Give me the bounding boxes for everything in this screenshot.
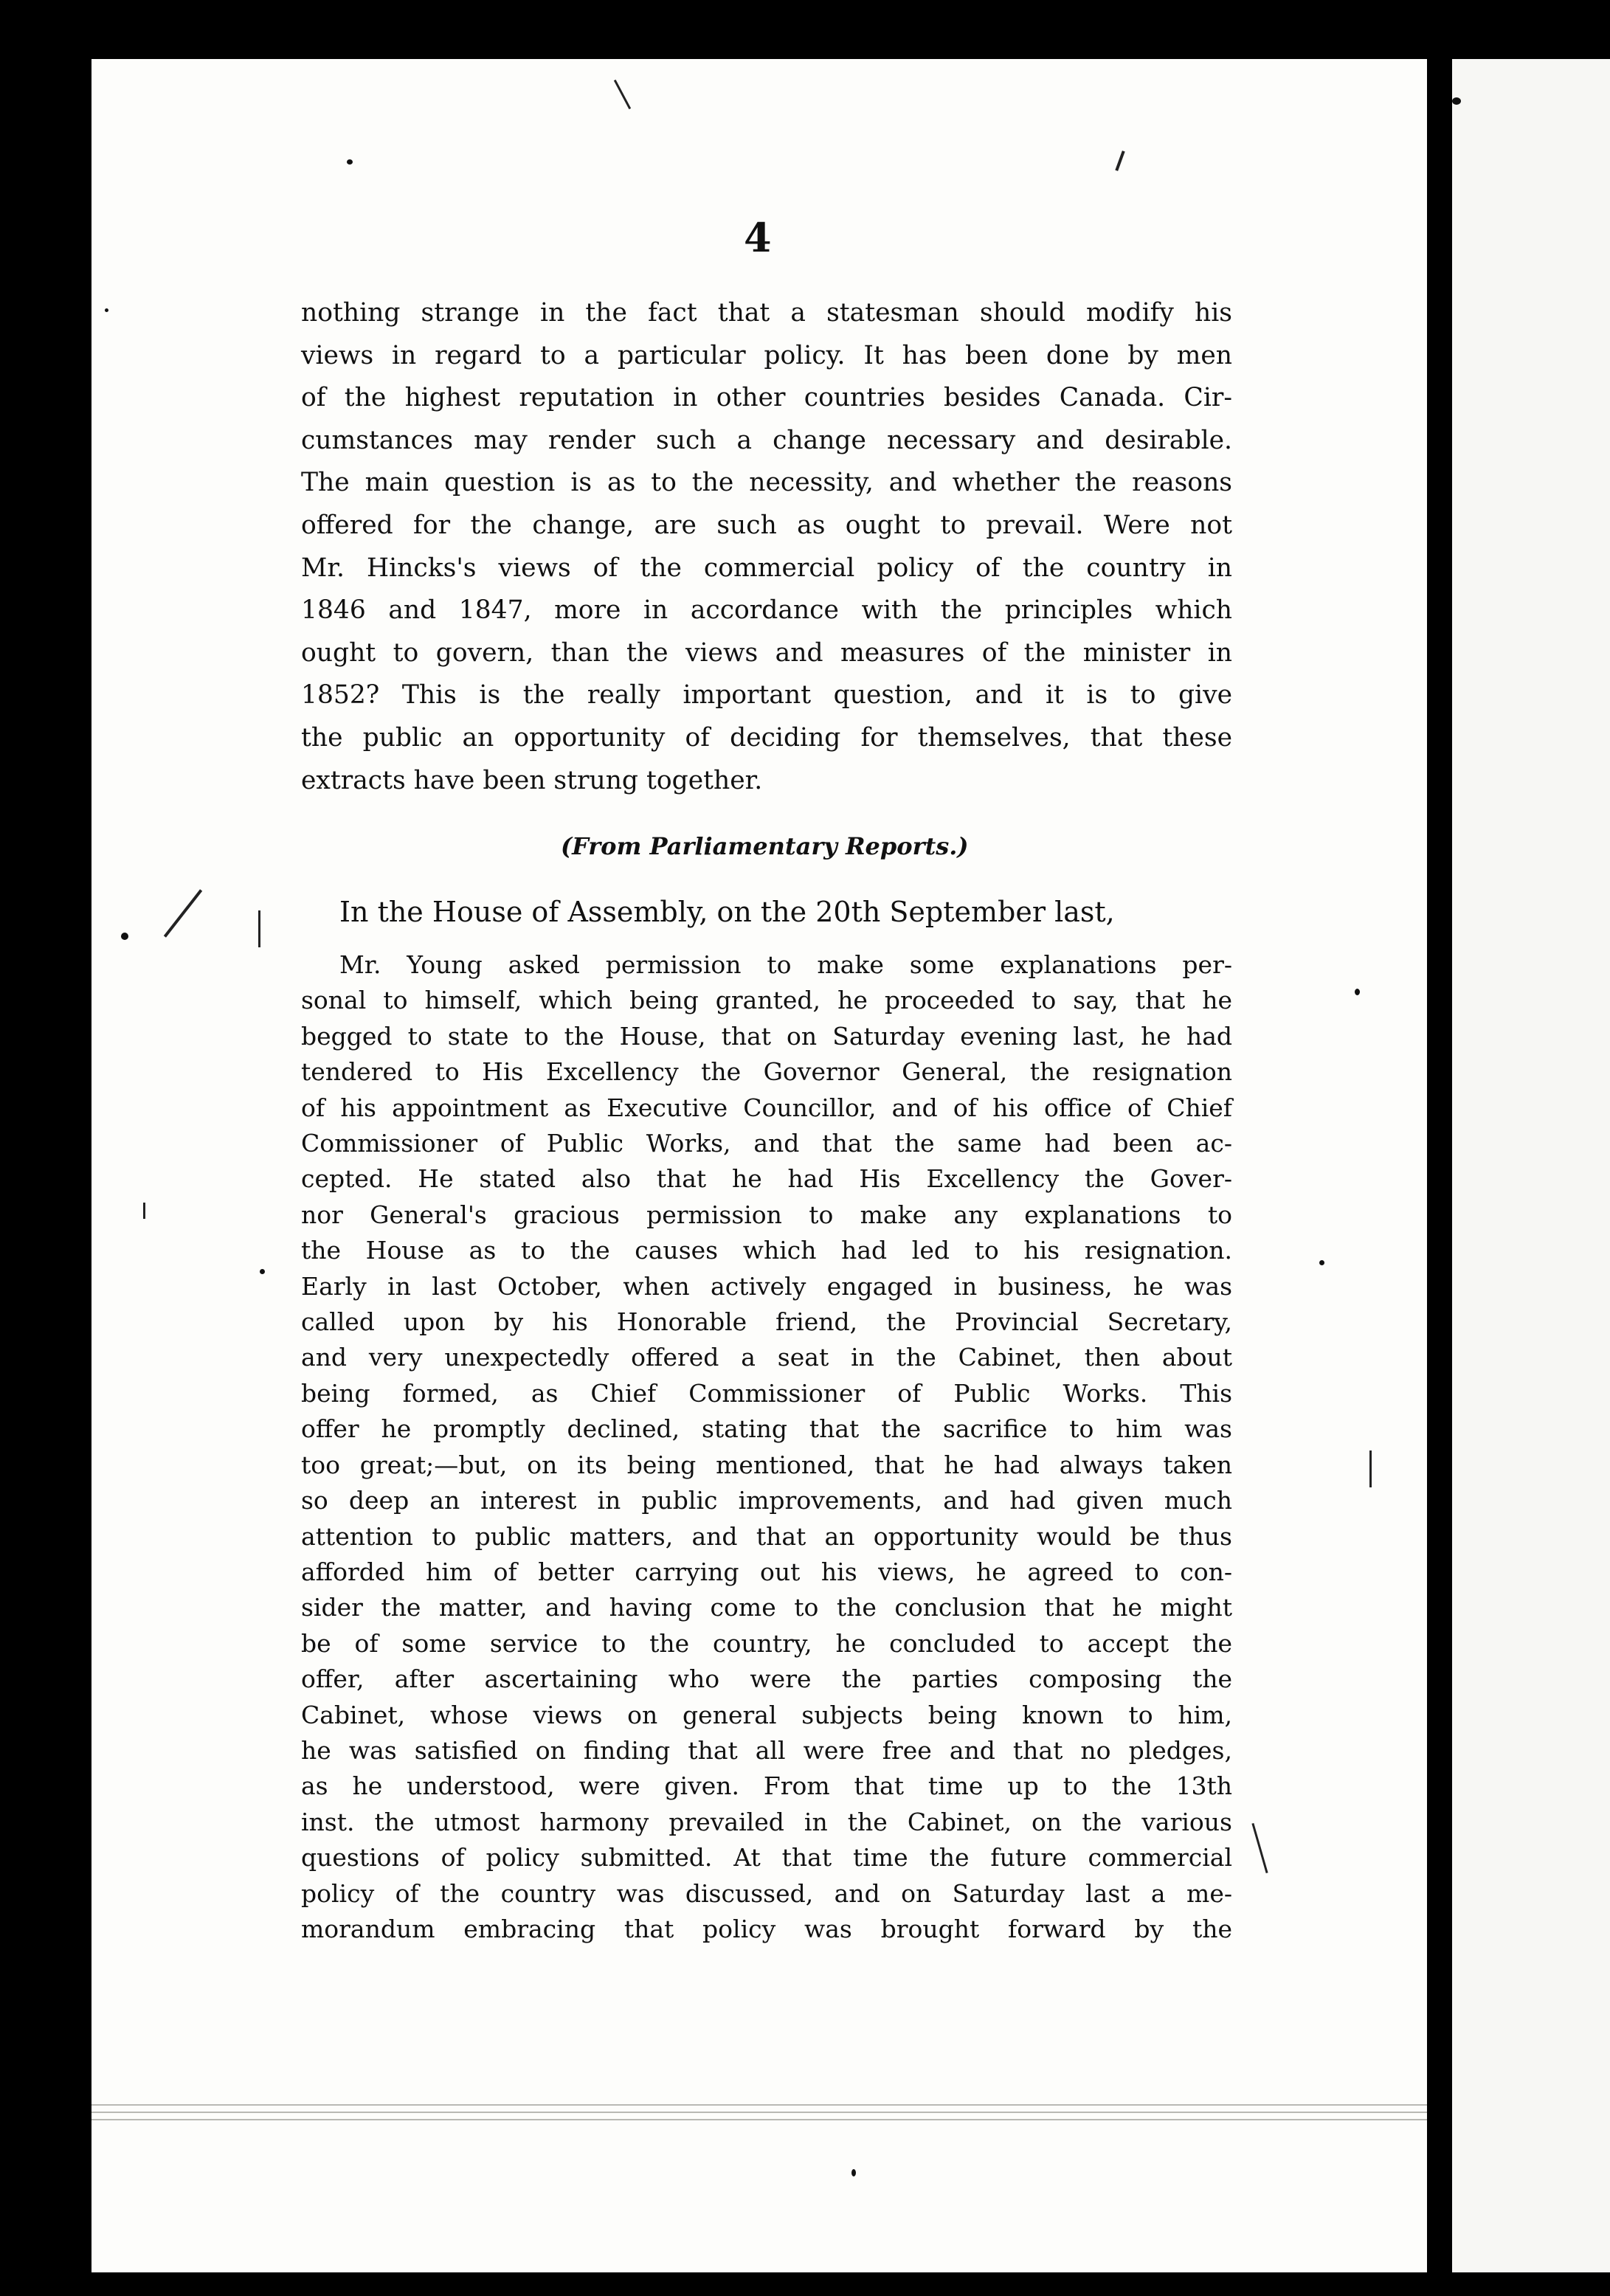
- scan-speck: [1452, 97, 1461, 105]
- bottom-rule: [91, 2119, 1427, 2120]
- text-line: questions of policy submitted. At that time the future commercial: [301, 1843, 1232, 1873]
- text-line: too great;—but, on its being mentioned, that he had always taken: [301, 1450, 1232, 1479]
- scan-speck: [260, 1269, 265, 1274]
- text-line: The main question is as to the necessity, and whether the reasons: [301, 468, 1232, 498]
- text-line: tendered to His Excellency the Governor General, the resignation: [301, 1057, 1232, 1087]
- text-line: cumstances may render such a change necessary and desirable.: [301, 425, 1232, 455]
- text-line: Mr. Young asked permission to make some explanations per-: [339, 950, 1232, 979]
- scan-speck: [851, 2169, 856, 2176]
- scan-speck: [105, 308, 108, 312]
- text-line: of the highest reputation in other countries besides Canada. Cir-: [301, 383, 1232, 413]
- text-line: sonal to himself, which being granted, he proceeded to say, that he: [301, 986, 1232, 1015]
- text-line: so deep an interest in public improvements, and had given much: [301, 1486, 1232, 1515]
- bottom-rule: [91, 2112, 1427, 2113]
- text-line: attention to public matters, and that an opportunity would be thus: [301, 1521, 1232, 1551]
- text-line: offer, after ascertaining who were the parties composing the: [301, 1664, 1232, 1694]
- text-line: called upon by his Honorable friend, the Provincial Secretary,: [301, 1307, 1232, 1337]
- text-line: extracts have been strung together.: [301, 765, 763, 795]
- scan-speck: [121, 933, 128, 940]
- source-heading: (From Parliamentary Reports.): [561, 832, 969, 860]
- text-line: ought to govern, than the views and measures of the minister in: [301, 637, 1232, 668]
- binding-gutter: [1427, 59, 1452, 2272]
- text-line: sider the matter, and having come to the conclusion that he might: [301, 1593, 1232, 1622]
- page-number: 4: [744, 214, 772, 261]
- scan-mark: [258, 910, 260, 947]
- text-line: views in regard to a particular policy. It has been done by men: [301, 340, 1232, 370]
- text-line: morandum embracing that policy was brought forward by the: [301, 1914, 1232, 1943]
- text-line: the House as to the causes which had led to his resignation.: [301, 1236, 1232, 1265]
- text-line: be of some service to the country, he concluded to accept the: [301, 1628, 1232, 1658]
- intro-paragraph: [301, 292, 1232, 802]
- text-line: and very unexpectedly offered a seat in the Cabinet, then about: [301, 1343, 1232, 1372]
- text-line: he was satisfied on finding that all were free and that no pledges,: [301, 1735, 1232, 1765]
- text-line: policy of the country was discussed, and on Saturday last a me-: [301, 1878, 1232, 1908]
- text-line: inst. the utmost harmony prevailed in the Cabinet, on the various: [301, 1807, 1232, 1836]
- bottom-rule: [91, 2104, 1427, 2106]
- facing-page-edge: [1452, 59, 1610, 2272]
- scan-mark: [143, 1203, 145, 1219]
- text-line: 1852? This is the really important question, and it is to give: [301, 680, 1232, 710]
- assembly-heading: In the House of Assembly, on the 20th September last,: [339, 896, 1115, 928]
- text-line: Cabinet, whose views on general subjects being known to him,: [301, 1700, 1232, 1729]
- scan-speck: [1355, 989, 1360, 995]
- text-line: afforded him of better carrying out his views, he agreed to con-: [301, 1557, 1232, 1586]
- text-line: of his appointment as Executive Councillor, and of his office of Chief: [301, 1093, 1232, 1122]
- text-line: the public an opportunity of deciding for themselves, that these: [301, 722, 1232, 753]
- text-line: begged to state to the House, that on Saturday evening last, he had: [301, 1021, 1232, 1051]
- text-line: as he understood, were given. From that time up to the 13th: [301, 1771, 1232, 1801]
- speech-paragraph: [301, 947, 1232, 1947]
- text-line: Early in last October, when actively engaged in business, he was: [301, 1271, 1232, 1301]
- text-line: offered for the change, are such as ought to prevail. Were not: [301, 510, 1232, 540]
- text-line: Commissioner of Public Works, and that the same had been ac-: [301, 1129, 1232, 1158]
- text-line: offer he promptly declined, stating that the sacrifice to him was: [301, 1414, 1232, 1444]
- scan-speck: [1319, 1260, 1324, 1265]
- text-line: nothing strange in the fact that a statesman should modify his: [301, 298, 1232, 328]
- scan-speck: [347, 159, 353, 165]
- text-line: 1846 and 1847, more in accordance with the principles which: [301, 595, 1232, 626]
- text-line: cepted. He stated also that he had His Excellency the Gover-: [301, 1164, 1232, 1194]
- text-line: being formed, as Chief Commissioner of Public Works. This: [301, 1378, 1232, 1408]
- scan-mark: [1369, 1450, 1372, 1487]
- text-line: Mr. Hincks's views of the commercial policy of the country in: [301, 553, 1232, 583]
- text-line: nor General's gracious permission to make any explanations to: [301, 1200, 1232, 1229]
